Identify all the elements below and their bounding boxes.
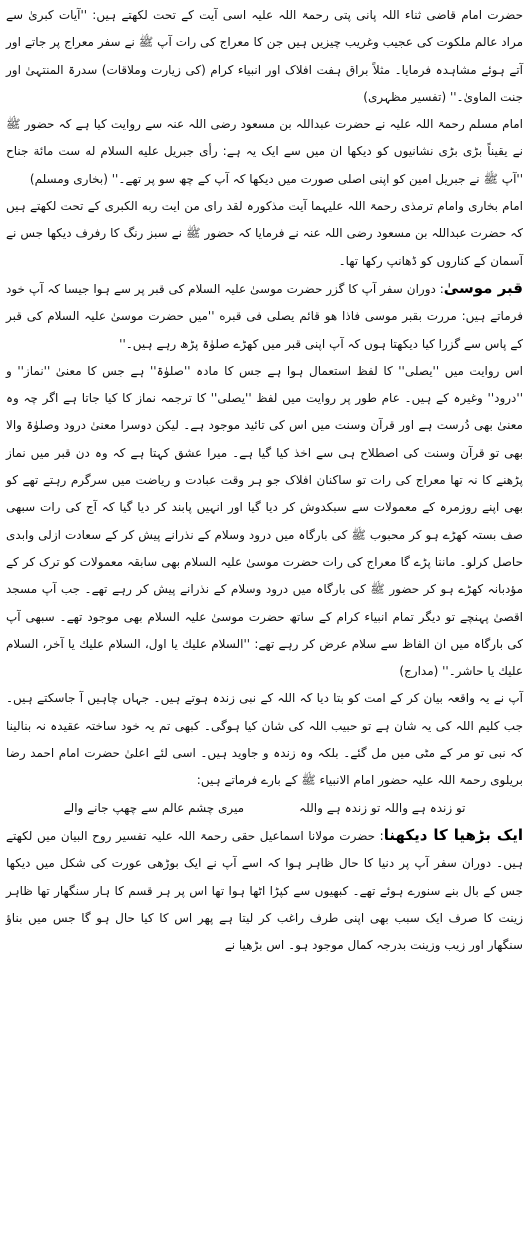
paragraph-2: امام مسلم رحمۃ اللہ علیہ نے حضرت عبداللہ بن مسعود رضی اللہ عنہ سے روایت کیا ہے کہ حضور ﷺ نے یقیناً بڑی بڑی نشانیوں کو دیکھا ان میں سے ایک یہ ہے: رأی جبریل علیه السلام له ست مائة جناح ''آپ ﷺ نے جبریل امین کو اپنی اصلی صورت میں دیکھا کہ آپ کے چھ سو پر تھے۔'' (بخاری ومسلم) <box>6 117 523 186</box>
paragraph-5: اس روایت میں ''یصلی'' کا لفظ استعمال ہوا ہے جس کا مادہ ''صلوٰۃ'' ہے جس کا معنیٰ ''نماز'' و ''درود'' وغیرہ کے ہیں۔ عام طور پر روایت میں لفظ ''یصلی'' کا ترجمہ نماز کا کیا جاتا ہے اگر چہ وہ معنیٰ بھی دُرست ہے اور قرآن وسنت میں اس کی تائید موجود ہے۔ لیکن دوسرا معنیٰ درود وصلوٰۃ والا بھی تو قرآن وسنت کی اصطلاح ہی سے اخذ کیا گیا ہے۔ میرا عشق کہتا ہے کہ وہ دن قبر میں نماز پڑھنے کا نہ تھا معراج کی رات تو ساکنان افلاک جو ہر وقت عبادت و ریاضت میں سرگرم رہتے تھے کو بھی اپنے روزمرہ کے معمولات سے سبکدوش کر دیا گیا اور انہیں پابند کر دیا گیا کہ آج کی رات سبھی صف بستہ کھڑے ہو کر محبوب ﷺ کی بارگاہ میں درود وسلام کے نذرانے پیش کر کے سعادت ازلی وابدی حاصل کرلو۔ ماننا پڑے گا معراج کی رات حضرت موسیٰ علیہ السلام بھی سابقہ معمولات کو ترک کر کے مؤدبانہ کھڑے ہو کر حضور ﷺ کی بارگاہ میں درود وسلام کے نذرانے پیش کر رہے تھے۔ جب آپ مسجد اقصیٰ پہنچے تو دیگر تمام انبیاء کرام کے ساتھ حضرت موسیٰ علیہ السلام بھی موجود تھے۔ سبھی آپ کی بارگاہ میں ان الفاظ سے سلام عرض کر رہے تھے: ''السلام علیك یا اول، السلام علیك یا آخر، السلام علیك یا حاشر۔'' (مدارج) <box>6 363 523 679</box>
paragraph-budhiya <box>6 822 523 959</box>
poetry-couplet <box>6 795 523 822</box>
paragraph-6: آپ نے یہ واقعہ بیان کر کے امت کو بتا دیا کہ اللہ کے نبی زندہ ہوتے ہیں۔ جہاں چاہیں آ جاسکتے ہیں۔ جب کلیم اللہ کی یہ شان ہے تو حبیب اللہ کی شان کیا ہوگی۔ کبھی تم یہ خود ساختہ عقیدہ نہ بنالینا کہ نبی تو مر کے مٹی میں مل گئے۔ بلکہ وہ زندہ و جاوید ہیں۔ اسی لئے اعلیٰ حضرت امام احمد رضا بریلوی رحمۃ اللہ علیہ حضور امام الانبیاء ﷺ کے بارے فرماتے ہیں: <box>6 691 523 788</box>
section-heading-budhiya: ایک بڑھیا کا دیکھنا <box>383 825 523 844</box>
section-heading-qabr-musa: قبر موسیٰ <box>443 278 523 297</box>
paragraph-qabr-musa <box>6 275 523 358</box>
paragraph-3: امام بخاری وامام ترمذی رحمۃ اللہ علیہما آیت مذکورہ لقد رای من ایت ربه الکبری کے تحت لکھتے ہیں کہ حضرت عبداللہ بن مسعود رضی اللہ عنہ نے فرمایا کہ حضور ﷺ نے سبز رنگ کا رفرف دیکھا جس نے آسمان کے کناروں کو ڈھانپ رکھا تھا۔ <box>6 199 523 268</box>
paragraph-7-text: : حضرت مولانا اسماعیل حقی رحمۃ اللہ علیہ تفسیر روح البیان میں لکھتے ہیں۔ دوران سفر آپ پر دنیا کا حال ظاہر ہوا کہ اسے آپ نے ایک بوڑھی عورت کی شکل میں دیکھا جس کے بال بنے سنورے ہوئے تھے۔ کبھیوں سے کپڑا اٹھا ہوا تھا اس پر ہر قسم کا ہار سنگھار تھا ظاہر زینت کا صرف ایک سبب بھی اپنی طرف راغب کر لیتا ہے پھر اس کا کیا حال ہو گا جس میں بناؤ سنگھار اور زیب وزینت بدرجہ کمال موجود ہو۔ اس بڑھیا نے <box>6 828 523 953</box>
couplet-first-line: تو زندہ ہے واللہ تو زندہ ہے واللہ <box>299 800 466 815</box>
paragraph-4-text: : دوران سفر آپ کا گزر حضرت موسیٰ علیہ السلام کی قبر پر سے ہوا جیسا کہ آپ خود فرماتے ہیں: مررت بقبر موسی فاذا هو قائم یصلی فی قبره ''میں حضرت موسیٰ علیہ السلام کی قبر کے پاس سے گزرا کیا دیکھتا ہوں کہ آپ اپنی قبر میں کھڑے صلوٰۃ پڑھ رہے ہیں۔'' <box>6 281 523 351</box>
couplet-second-line: میری چشم عالم سے چھپ جانے والے <box>63 800 245 815</box>
paragraph-1: حضرت امام قاضی ثناء اللہ پانی پتی رحمۃ اللہ علیہ اسی آیت کے تحت لکھتے ہیں: ''آیات کبریٰ سے مراد عالم ملکوت کی عجیب وغریب چیزیں ہیں جن کا معراج کی رات آپ ﷺ نے سفر معراج پر جاتے اور آتے ہوئے مشاہدہ فرمایا۔ مثلاً براق ہفت افلاک اور انبیاء کرام (کی زیارت وملاقات) سدرۃ المنتہیٰ اور جنت الماویٰ۔'' (تفسیر مظہری) <box>6 8 523 104</box>
